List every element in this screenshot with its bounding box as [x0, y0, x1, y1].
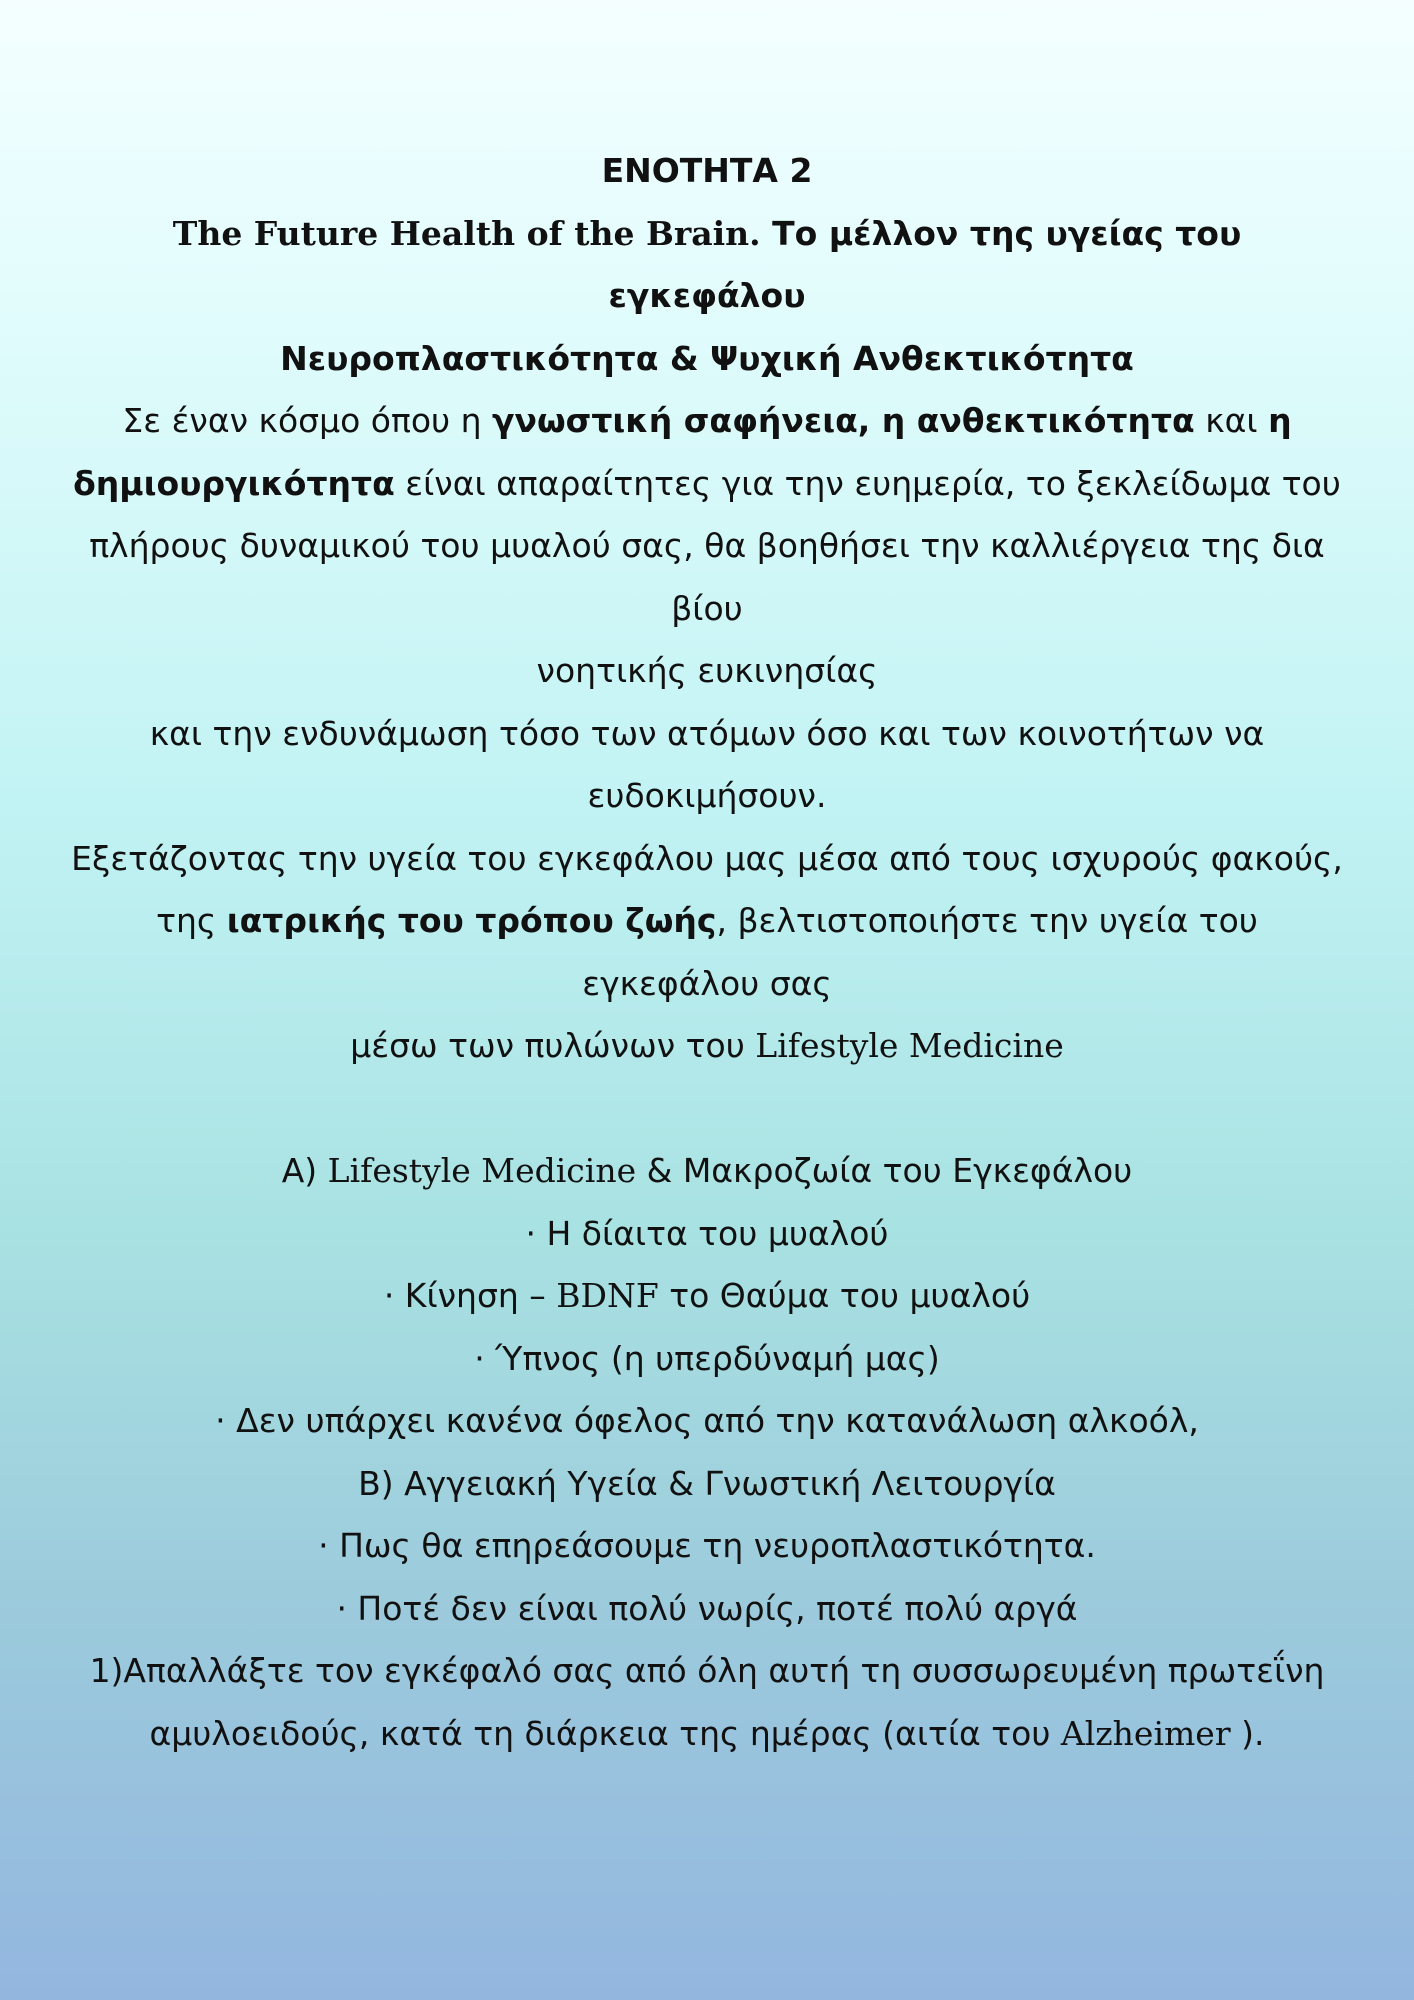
intro-serif-text: Lifestyle Medicine [755, 1026, 1064, 1065]
intro-line-7: Εξετάζοντας την υγεία του εγκεφάλου μας μέσα από τους ισχυρούς φακούς, [71, 838, 1343, 878]
intro-line-1 [70, 390, 1344, 453]
section-b-item-2: · Ποτέ δεν είναι πολύ νωρίς, ποτέ πολύ αργά [336, 1588, 1078, 1628]
point-serif-text: Alzheimer [1060, 1713, 1231, 1753]
point-text: ). [1230, 1713, 1265, 1753]
intro-bold-text: ιατρικής του τρόπου ζωής [226, 901, 717, 940]
intro-text: είναι απαραίτητες για την ευημερία, το ξεκλείδωμα του [394, 463, 1341, 503]
list-item-text: · Κίνηση – [383, 1276, 557, 1315]
intro-text: Σε έναν κόσμο όπου η [122, 401, 493, 440]
blank-line [70, 1078, 1344, 1141]
intro-text: μέσω των πυλώνων του [350, 1026, 756, 1065]
intro-line-5: και την ενδυνάμωση τόσο των ατόμων όσο και των κοινοτήτων να [149, 713, 1265, 753]
topic-heading: Νευροπλαστικότητα & Ψυχική Ανθεκτικότητα [280, 338, 1134, 378]
intro-line-3: πλήρους δυναμικού του μυαλού σας, θα βοηθήσει την καλλιέργεια της δια βίου [89, 526, 1325, 628]
intro-text: και [1194, 401, 1269, 440]
section-a-title [70, 1140, 1344, 1203]
list-item-serif-text: BDNF [556, 1276, 659, 1315]
section-title: ΕΝΟΤΗΤΑ 2 [601, 151, 813, 190]
section-a-item-4: · Δεν υπάρχει κανένα όφελος από την κατανάλωση αλκοόλ, [215, 1401, 1199, 1440]
section-a-title-serif: Lifestyle Medicine [327, 1151, 637, 1190]
section-b-title: Β) Αγγειακή Υγεία & Γνωστική Λειτουργία [358, 1463, 1056, 1503]
section-a-item-3: · Ύπνος (η υπερδύναμή μας) [474, 1338, 940, 1378]
section-a-prefix: Α) [281, 1151, 328, 1190]
list-item-text: το Θαύμα του μυαλού [658, 1276, 1031, 1315]
section-a-title-rest: & Μακροζωία του Εγκεφάλου [636, 1151, 1133, 1190]
intro-line-4: νοητικής ευκινησίας [536, 651, 878, 690]
intro-bold-text: δημιουργικότητα [73, 463, 395, 503]
intro-line-6: ευδοκιμήσουν. [587, 776, 827, 815]
intro-text: της [156, 901, 227, 940]
point-1-line-2 [70, 1703, 1344, 1766]
intro-line-8 [70, 890, 1344, 1015]
point-text: αμυλοειδούς, κατά τη διάρκεια της ημέρας (αιτία του [149, 1713, 1061, 1753]
document-page [70, 140, 1344, 1765]
intro-bold-text: γνωστική σαφήνεια, η ανθεκτικότητα [492, 401, 1195, 440]
intro-line-2 [70, 453, 1344, 516]
subtitle-english: The Future Health of the Brain. [172, 213, 761, 253]
subtitle-greek: Το μέλλον της υγείας του εγκεφάλου [608, 213, 1242, 315]
subtitle [70, 203, 1344, 328]
intro-line-9 [70, 1015, 1344, 1078]
section-a-item-1: · Η δίαιτα του μυαλού [525, 1213, 889, 1253]
section-a-item-2 [70, 1265, 1344, 1328]
section-b-item-1: · Πως θα επηρεάσουμε τη νευροπλαστικότητα. [318, 1526, 1096, 1565]
intro-text: , βελτιστοποιήστε την υγεία του εγκεφάλου σας [582, 901, 1258, 1003]
point-1-line-1: 1)Απαλλάξτε τον εγκέφαλό σας από όλη αυτή τη συσσωρευμένη πρωτεΐνη [89, 1651, 1325, 1690]
intro-bold-text: η [1268, 401, 1292, 440]
